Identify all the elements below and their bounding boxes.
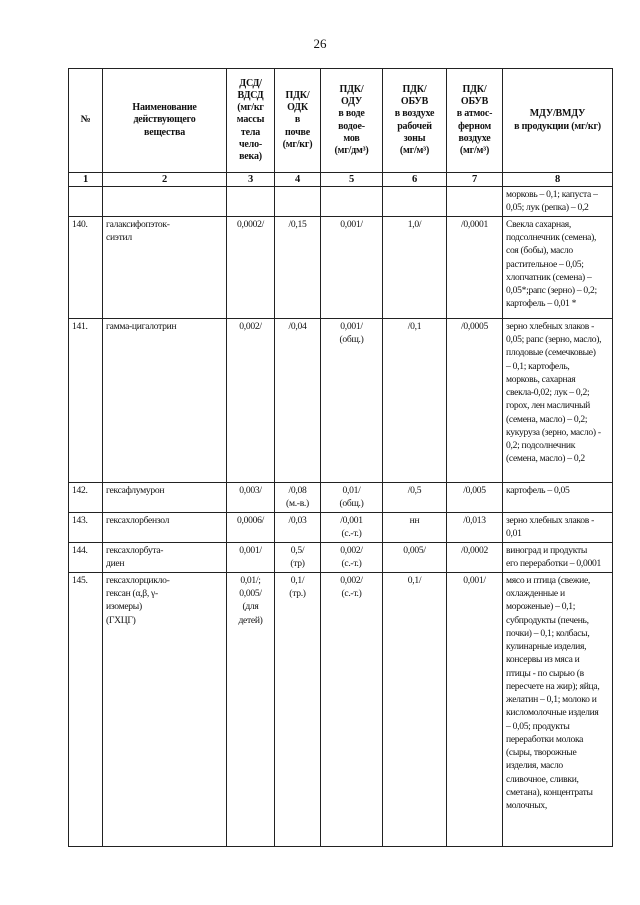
text-line: 0,002/ [239, 321, 262, 332]
text-line: 0,05; лук (репка) – 0,2 [506, 202, 589, 214]
text-line: почве [285, 126, 310, 138]
table-row [69, 319, 613, 483]
text-line: мясо и птица (свежие, [506, 575, 591, 586]
column-number: 4 [275, 173, 321, 187]
water-value [321, 513, 383, 543]
text-line: гексахлорбута- [106, 545, 164, 556]
header-water [321, 69, 383, 173]
table-row [69, 513, 613, 543]
text-line: /0,5 [407, 485, 422, 496]
text-line: массы [236, 114, 265, 126]
text-line: гексан (α,β, γ- [106, 588, 158, 600]
row-number: 143. [69, 513, 103, 543]
text-line: 0,2; подсолнечник [506, 440, 576, 452]
text-line: МДУ/ВМДУ [529, 108, 586, 120]
text-line: воздухе [458, 132, 491, 144]
text-line: (общ.) [339, 498, 364, 510]
text-line: 0,01/; [240, 575, 261, 586]
header-substance-name [103, 69, 227, 173]
text-line: /0,1 [407, 321, 422, 332]
text-line: (с.-т.) [341, 588, 362, 600]
text-line: действующего [133, 114, 196, 126]
text-line: 0,0006/ [237, 515, 264, 526]
text-line: водое- [338, 120, 365, 132]
workzone-value [383, 187, 447, 217]
text-line: виноград и продукты [506, 545, 587, 556]
row-number: 140. [69, 217, 103, 319]
text-line: гексахлорцикло- [106, 575, 170, 586]
text-line: в атмос- [456, 108, 493, 120]
header-number: № [69, 69, 103, 173]
mrl-value [503, 543, 613, 573]
text-line: в продукции (мг/кг) [514, 120, 601, 132]
table-header-row [69, 69, 613, 173]
substance-name [103, 217, 227, 319]
text-line: горох, лен масличный [506, 400, 591, 412]
text-line: зерно хлебных злаков - [506, 515, 595, 526]
water-value [321, 217, 383, 319]
text-line: ОДК [287, 102, 308, 114]
text-line: ПДК/ [402, 83, 427, 95]
substance-name [103, 319, 227, 483]
text-line: морковь, сахарная [506, 373, 576, 385]
table-row [69, 543, 613, 573]
text-line: в [294, 114, 301, 126]
text-line: 0,001/ [463, 575, 486, 586]
header-adi [227, 69, 275, 173]
mrl-value [503, 483, 613, 513]
text-line: (сыры, творожные [506, 747, 577, 759]
header-atmosphere-air [447, 69, 503, 173]
text-line: 0,0002/ [237, 219, 264, 230]
text-line: 0,002/ [340, 575, 363, 586]
text-line: молочных, [506, 799, 547, 811]
text-line: нн [409, 515, 420, 526]
workzone-value [383, 319, 447, 483]
soil-value [275, 319, 321, 483]
text-line: кулинарные изделия, [506, 641, 587, 653]
soil-value [275, 513, 321, 543]
text-line: /0,08 [288, 485, 307, 496]
text-line: /0,0002 [461, 545, 488, 556]
text-line: изделия, масло [506, 760, 563, 772]
table-row [69, 217, 613, 319]
text-line: гексахлорбензол [106, 515, 170, 526]
header-workzone-air [383, 69, 447, 173]
text-line: (семена, масло) – 0,2; [506, 413, 588, 425]
text-line: мороженые) – 0,1; [506, 601, 576, 613]
adi-value [227, 543, 275, 573]
text-line: детей) [238, 614, 263, 626]
water-value [321, 483, 383, 513]
text-line: 0,005/ [403, 545, 426, 556]
text-line: (мг/дм³) [334, 144, 369, 156]
text-line: 0,001/ [340, 321, 363, 332]
workzone-value [383, 573, 447, 847]
text-line: 0,1/ [290, 575, 305, 586]
mrl-value [503, 513, 613, 543]
text-line: (мг/м³) [399, 144, 430, 156]
text-line: сиэтил [106, 232, 132, 244]
text-line: – 0,05; продукты [506, 720, 570, 732]
text-line: ВДСД [237, 90, 264, 102]
text-line: сметана), концентраты [506, 786, 593, 798]
mrl-value [503, 187, 613, 217]
soil-value [275, 217, 321, 319]
text-line: 0,002/ [340, 545, 363, 556]
text-line: соя (бобы), масло [506, 245, 573, 257]
text-line: 0,001/ [239, 545, 262, 556]
text-line: почки) – 0,1; колбасы, [506, 627, 590, 639]
row-number: 142. [69, 483, 103, 513]
text-line: ДСД/ [239, 77, 262, 89]
text-line: субпродукты (печень, [506, 614, 589, 626]
substance-name [103, 543, 227, 573]
row-number: 144. [69, 543, 103, 573]
text-line: (тр) [290, 558, 305, 570]
text-line: в воде [338, 108, 365, 120]
water-value [321, 319, 383, 483]
text-line: гамма-цигалотрин [106, 321, 177, 332]
header-mrl [503, 69, 613, 173]
text-line: /0,04 [288, 321, 307, 332]
text-line: 0,005/ [239, 588, 262, 600]
water-value [321, 187, 383, 217]
text-line: чело- [238, 138, 263, 150]
soil-value [275, 573, 321, 847]
workzone-value [383, 513, 447, 543]
atmosphere-value [447, 483, 503, 513]
adi-value [227, 187, 275, 217]
atmosphere-value [447, 187, 503, 217]
table-row [69, 573, 613, 847]
column-number: 8 [503, 173, 613, 187]
text-line: птицы - по сырью (в [506, 667, 584, 679]
text-line: сливочное, сливки, [506, 773, 579, 785]
text-line: его переработки – 0,0001 [506, 558, 601, 570]
text-line: (мг/кг [237, 102, 264, 114]
text-line: (с.-т.) [341, 528, 362, 540]
text-line: 0,5/ [290, 545, 305, 556]
text-line: ОБУВ [460, 96, 489, 108]
text-line: диен [106, 558, 125, 570]
substance-name [103, 483, 227, 513]
text-line: Наименование [132, 102, 197, 114]
substance-name [103, 573, 227, 847]
text-line: вещества [144, 126, 185, 138]
adi-value [227, 573, 275, 847]
text-line: 0,003/ [239, 485, 262, 496]
column-number: 6 [383, 173, 447, 187]
text-line: в воздухе [394, 108, 435, 120]
adi-value [227, 483, 275, 513]
text-line: растительное – 0,05; [506, 258, 584, 270]
text-line: /0,03 [288, 515, 307, 526]
text-line: (мг/кг) [282, 138, 313, 150]
text-line: (м.-в.) [286, 498, 309, 510]
text-line: (мг/м³) [459, 144, 490, 156]
text-line: ОДУ [340, 96, 363, 108]
adi-value [227, 319, 275, 483]
text-line: мов [343, 132, 360, 144]
substance-name [103, 187, 227, 217]
text-line: 0,1/ [407, 575, 422, 586]
text-line: (с.-т.) [341, 558, 362, 570]
soil-value [275, 483, 321, 513]
text-line: желатин – 0,1; молоко и [506, 694, 597, 706]
text-line: ПДК/ [285, 90, 310, 102]
text-line: изомеры) [106, 601, 142, 613]
soil-value [275, 187, 321, 217]
mrl-value [503, 217, 613, 319]
column-number: 7 [447, 173, 503, 187]
text-line: кукуруза (зерно, масло) - [506, 426, 601, 438]
text-line: (тр.) [289, 588, 306, 600]
text-line: (для [242, 601, 259, 613]
text-line: морковь – 0,1; капуста – [506, 189, 598, 200]
soil-value [275, 543, 321, 573]
mrl-value [503, 319, 613, 483]
workzone-value [383, 483, 447, 513]
mrl-value [503, 573, 613, 847]
text-line: рабочей [397, 120, 432, 132]
text-line: /0,0005 [461, 321, 488, 332]
text-line: охлажденные и [506, 588, 565, 600]
atmosphere-value [447, 513, 503, 543]
text-line: хлопчатник (семена) – [506, 271, 592, 283]
workzone-value [383, 543, 447, 573]
atmosphere-value [447, 319, 503, 483]
text-line: ПДК/ [339, 83, 364, 95]
row-number: 141. [69, 319, 103, 483]
text-line: переработки молока [506, 733, 584, 745]
text-line: /0,005 [463, 485, 486, 496]
workzone-value [383, 217, 447, 319]
atmosphere-value [447, 217, 503, 319]
text-line: /0,15 [288, 219, 307, 230]
pesticide-regulation-table [68, 68, 613, 847]
text-line: зоны [403, 132, 426, 144]
text-line: 0,01 [506, 528, 522, 540]
text-line: свекла-0,02; лук – 0,2; [506, 387, 590, 399]
column-number: 3 [227, 173, 275, 187]
water-value [321, 543, 383, 573]
text-line: консервы из мяса и [506, 654, 580, 666]
text-line: 1,0/ [407, 219, 422, 230]
page-number: 26 [313, 36, 327, 51]
substance-name [103, 513, 227, 543]
atmosphere-value [447, 543, 503, 573]
adi-value [227, 217, 275, 319]
text-line: (семена, масло) – 0,2 [506, 453, 585, 465]
column-number-row [69, 173, 613, 187]
header-soil [275, 69, 321, 173]
text-line: пересчете на жир); яйца, [506, 680, 600, 692]
text-line: – 0,1; картофель, [506, 360, 570, 372]
text-line: картофель – 0,01 * [506, 298, 577, 310]
text-line: картофель – 0,05 [506, 485, 570, 496]
text-line: галаксифопэток- [106, 219, 170, 230]
text-line: (общ.) [339, 334, 364, 346]
atmosphere-value [447, 573, 503, 847]
table-row [69, 483, 613, 513]
row-number: 145. [69, 573, 103, 847]
column-number: 2 [103, 173, 227, 187]
text-line: 0,05*;рапс (зерно) – 0,2; [506, 285, 597, 297]
text-line: ОБУВ [400, 96, 429, 108]
text-line: подсолнечник (семена), [506, 232, 597, 244]
text-line: ПДК/ [462, 83, 487, 95]
text-line: ферном [457, 120, 492, 132]
text-line: 0,01/ [342, 485, 361, 496]
table-row-continuation [69, 187, 613, 217]
text-line: /0,013 [463, 515, 486, 526]
row-number [69, 187, 103, 217]
text-line: 0,001/ [340, 219, 363, 230]
text-line: (ГХЦГ) [106, 614, 136, 626]
water-value [321, 573, 383, 847]
text-line: плодовые (семечковые) [506, 347, 596, 359]
text-line: Свекла сахарная, [506, 219, 571, 230]
text-line: тела [240, 126, 261, 138]
text-line: 0,05; рапс (зерно, масло), [506, 334, 602, 346]
adi-value [227, 513, 275, 543]
column-number: 5 [321, 173, 383, 187]
text-line: зерно хлебных злаков - [506, 321, 595, 332]
text-line: гексафлумурон [106, 485, 165, 496]
text-line: века) [239, 150, 262, 162]
text-line: кисломолочные изделия [506, 707, 599, 719]
text-line: /0,001 [340, 515, 363, 526]
text-line: /0,0001 [461, 219, 488, 230]
column-number: 1 [69, 173, 103, 187]
